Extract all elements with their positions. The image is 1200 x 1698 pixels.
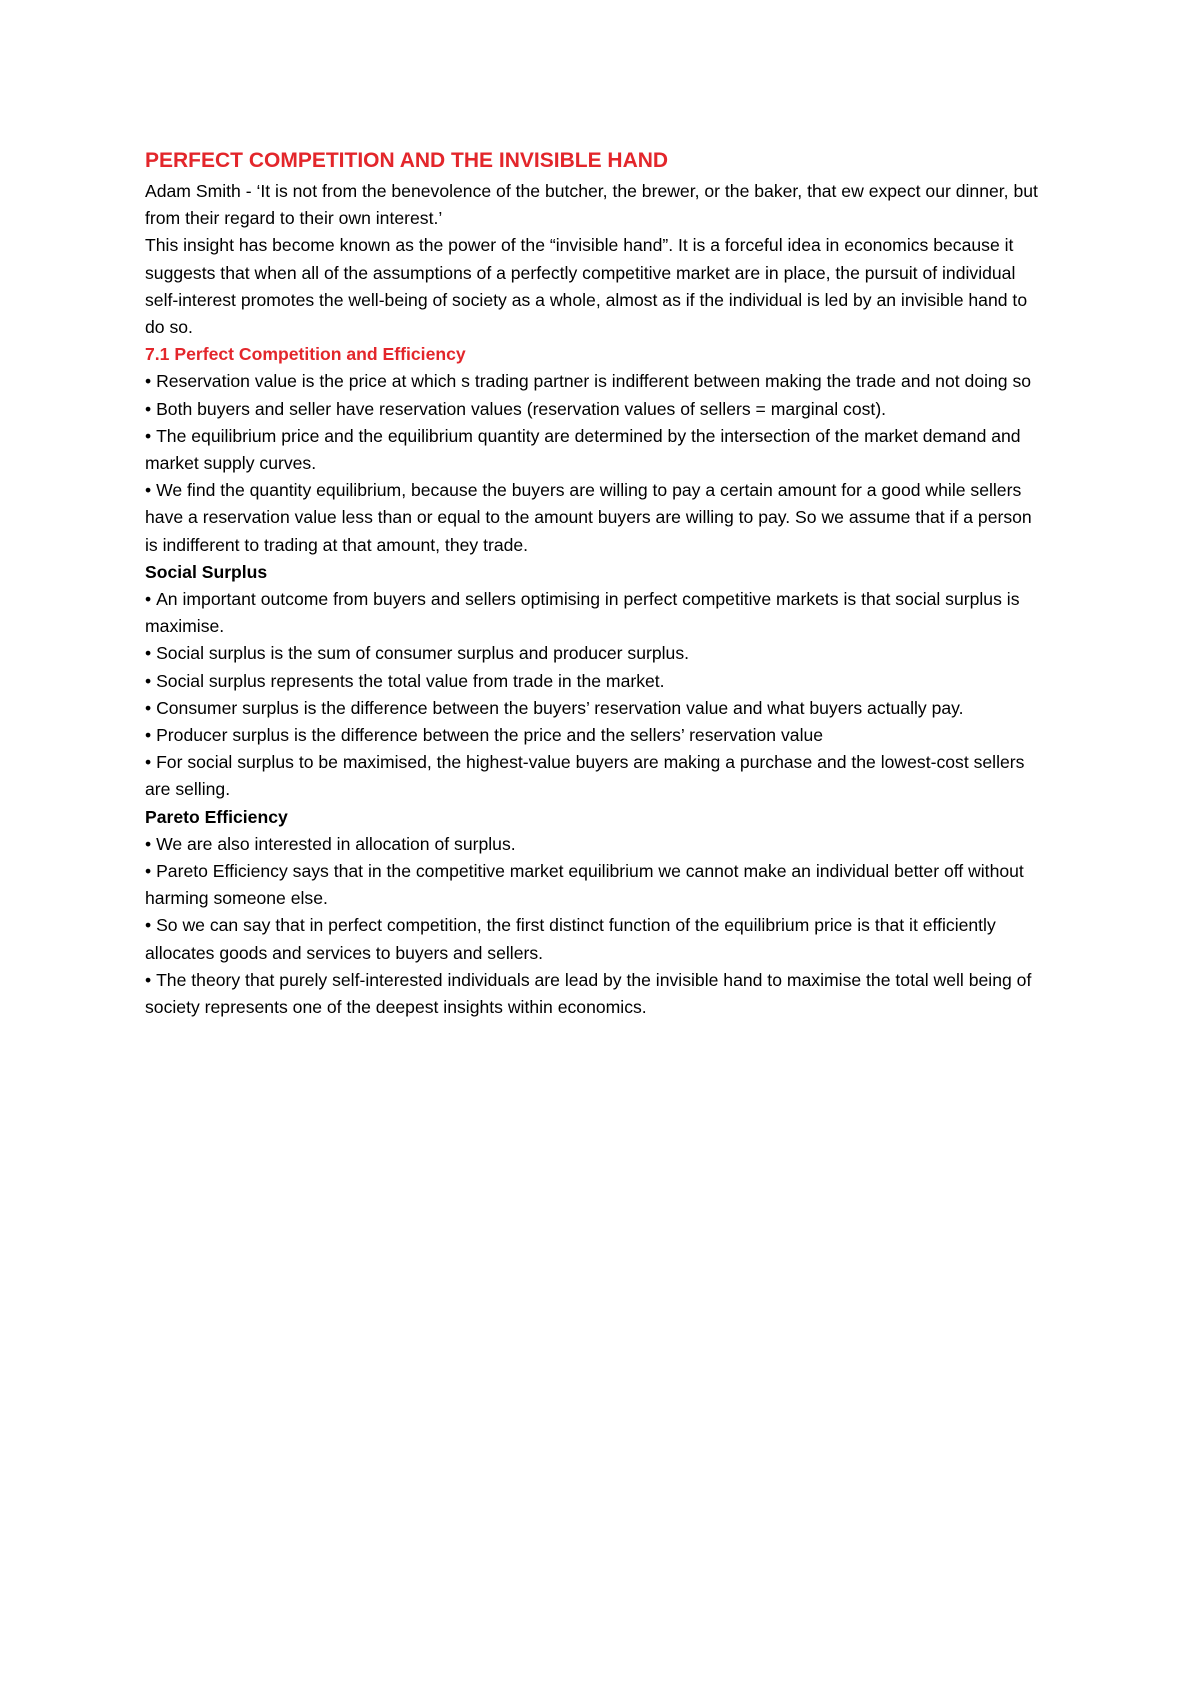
document-title: PERFECT COMPETITION AND THE INVISIBLE HAND bbox=[145, 149, 669, 172]
list-item: • So we can say that in perfect competition, the first distinct function of the equilibrium price is that it efficiently allocates goods and services to buyers and sellers. bbox=[145, 912, 1045, 966]
list-item: • Social surplus is the sum of consumer surplus and producer surplus. bbox=[145, 640, 1045, 667]
section-heading-perfect-competition: 7.1 Perfect Competition and Efficiency bbox=[145, 344, 466, 365]
list-item: • The equilibrium price and the equilibrium quantity are determined by the intersection of the market demand and market supply curves. bbox=[145, 423, 1045, 477]
list-item: • For social surplus to be maximised, the highest-value buyers are making a purchase and the lowest-cost sellers are selling. bbox=[145, 749, 1045, 803]
document-content bbox=[145, 146, 1045, 1021]
list-item: • Pareto Efficiency says that in the competitive market equilibrium we cannot make an individual better off without harming someone else. bbox=[145, 858, 1045, 912]
intro-quote: Adam Smith - ‘It is not from the benevolence of the butcher, the brewer, or the baker, that ew expect our dinner, but from their regard to their own interest.’ bbox=[145, 181, 1038, 229]
list-item: • Consumer surplus is the difference between the buyers’ reservation value and what buyers actually pay. bbox=[145, 695, 1045, 722]
list-item: • The theory that purely self-interested individuals are lead by the invisible hand to maximise the total well being of society represents one of the deepest insights within economics. bbox=[145, 967, 1045, 1021]
list-item: • An important outcome from buyers and sellers optimising in perfect competitive markets is that social surplus is maximise. bbox=[145, 586, 1045, 640]
intro-paragraph: This insight has become known as the power of the “invisible hand”. It is a forceful idea in economics because it suggests that when all of the assumptions of a perfectly competitive market are in place, the pursuit of individual self-interest promotes the well-being of society as a whole, almost as if the individual is led by an invisible hand to do so. bbox=[145, 235, 1028, 338]
list-item: • We find the quantity equilibrium, because the buyers are willing to pay a certain amount for a good while sellers have a reservation value less than or equal to the amount buyers are willing to pay. So we assume that if a person is indifferent to trading at that amount, they trade. bbox=[145, 477, 1045, 559]
list-item: • We are also interested in allocation of surplus. bbox=[145, 831, 1045, 858]
list-item: • Social surplus represents the total value from trade in the market. bbox=[145, 668, 1045, 695]
list-item: • Producer surplus is the difference between the price and the sellers’ reservation value bbox=[145, 722, 1045, 749]
section-heading-pareto-efficiency: Pareto Efficiency bbox=[145, 806, 288, 827]
section-heading-social-surplus: Social Surplus bbox=[145, 561, 268, 582]
list-item: • Both buyers and seller have reservation values (reservation values of sellers = marginal cost). bbox=[145, 396, 1045, 423]
list-item: • Reservation value is the price at which s trading partner is indifferent between making the trade and not doing so bbox=[145, 368, 1045, 395]
